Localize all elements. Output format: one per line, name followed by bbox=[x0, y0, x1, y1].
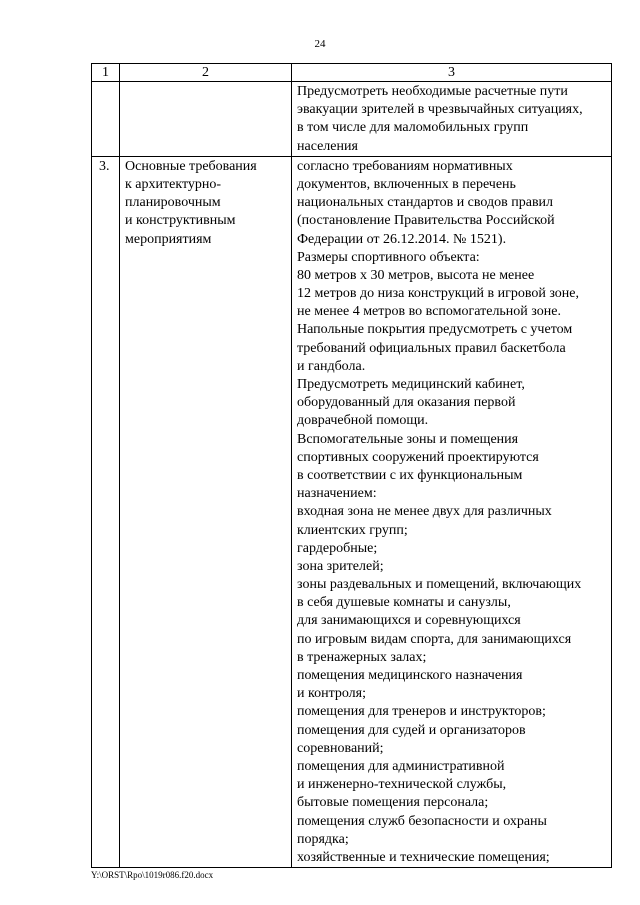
text-line: эвакуации зрителей в чрезвычайных ситуациях, bbox=[297, 102, 583, 118]
requirements-table bbox=[91, 63, 612, 868]
continuation-number-cell bbox=[92, 82, 120, 157]
text-line: Вспомогательные зоны и помещения bbox=[297, 431, 519, 447]
name-line: планировочным bbox=[125, 195, 221, 211]
text-line: и контроля; bbox=[297, 686, 366, 702]
text-line: помещения для административной bbox=[297, 758, 505, 774]
header-col-3: 3 bbox=[292, 64, 612, 82]
text-line: в себя душевые комнаты и санузлы, bbox=[297, 595, 511, 611]
text-line: документов, включенных в перечень bbox=[297, 176, 516, 192]
text-line: национальных стандартов и сводов правил bbox=[297, 195, 554, 211]
text-line: согласно требованиям нормативных bbox=[297, 158, 513, 174]
text-line: 12 метров до низа конструкций в игровой зоне, bbox=[297, 286, 580, 302]
text-line: требований официальных правил баскетбола bbox=[297, 340, 566, 356]
file-path-footer: Y:\ORST\Rpo\1019r086.f20.docx bbox=[91, 870, 214, 880]
text-line: бытовые помещения персонала; bbox=[297, 795, 489, 811]
text-line: оборудованный для оказания первой bbox=[297, 395, 516, 411]
text-line: назначением: bbox=[297, 486, 377, 502]
text-line: и инженерно-технической службы, bbox=[297, 777, 507, 793]
text-line: порядка; bbox=[297, 831, 349, 847]
text-line: зоны раздевальных и помещений, включающих bbox=[297, 577, 582, 593]
header-col-1: 1 bbox=[92, 64, 120, 82]
table-row-continuation bbox=[92, 82, 612, 157]
text-line: Предусмотреть медицинский кабинет, bbox=[297, 377, 525, 392]
name-line: мероприятиям bbox=[125, 231, 212, 247]
text-line: 80 метров х 30 метров, высота не менее bbox=[297, 267, 535, 283]
continuation-text bbox=[292, 82, 611, 156]
text-line: в соответствии с их функциональным bbox=[297, 467, 523, 483]
text-line: соревнований; bbox=[297, 740, 384, 756]
text-line: (постановление Правительства Российской bbox=[297, 213, 555, 229]
continuation-text-cell bbox=[292, 82, 612, 157]
text-line: помещения медицинского назначения bbox=[297, 668, 523, 683]
text-line: и гандбола. bbox=[297, 358, 366, 374]
text-line: гардеробные; bbox=[297, 540, 378, 556]
name-line: и конструктивным bbox=[125, 213, 236, 229]
text-line: Размеры спортивного объекта: bbox=[297, 249, 480, 265]
table-row-3 bbox=[92, 156, 612, 867]
name-line: Основные требования bbox=[125, 158, 257, 174]
row-name bbox=[120, 157, 291, 249]
text-line: в тренажерных залах; bbox=[297, 649, 427, 665]
name-line: к архитектурно- bbox=[125, 176, 222, 192]
row-name-cell bbox=[120, 156, 292, 867]
text-line: доврачебной помощи. bbox=[297, 413, 429, 429]
header-col-2: 2 bbox=[120, 64, 292, 82]
page-number: 24 bbox=[314, 38, 326, 50]
text-line: помещения для судей и организаторов bbox=[297, 722, 526, 738]
text-line: помещения служб безопасности и охраны bbox=[297, 813, 547, 829]
text-line: по игровым видам спорта, для занимающихся bbox=[297, 631, 572, 647]
text-line: не менее 4 метров во вспомогательной зоне. bbox=[297, 304, 561, 320]
text-line: для занимающихся и соревнующихся bbox=[297, 613, 521, 629]
table-header-row bbox=[92, 64, 612, 82]
text-line: в том числе для маломобильных групп bbox=[297, 120, 529, 136]
continuation-name-cell bbox=[120, 82, 292, 157]
text-line: помещения для тренеров и инструкторов; bbox=[297, 704, 546, 720]
row-number-cell bbox=[92, 156, 120, 867]
text-line: Предусмотреть необходимые расчетные пути bbox=[297, 84, 568, 99]
row-text-cell bbox=[292, 156, 612, 867]
text-line: Напольные покрытия предусмотреть с учетом bbox=[297, 322, 573, 338]
text-line: спортивных сооружений проектируются bbox=[297, 449, 539, 465]
row-text bbox=[292, 157, 611, 867]
text-line: входная зона не менее двух для различных bbox=[297, 504, 552, 520]
text-line: Федерации от 26.12.2014. № 1521). bbox=[297, 231, 507, 247]
text-line: населения bbox=[297, 138, 358, 154]
text-line: зона зрителей; bbox=[297, 558, 384, 574]
text-line: хозяйственные и технические помещения; bbox=[297, 849, 550, 865]
text-line: клиентских групп; bbox=[297, 522, 408, 538]
row-number: 3. bbox=[99, 158, 110, 174]
